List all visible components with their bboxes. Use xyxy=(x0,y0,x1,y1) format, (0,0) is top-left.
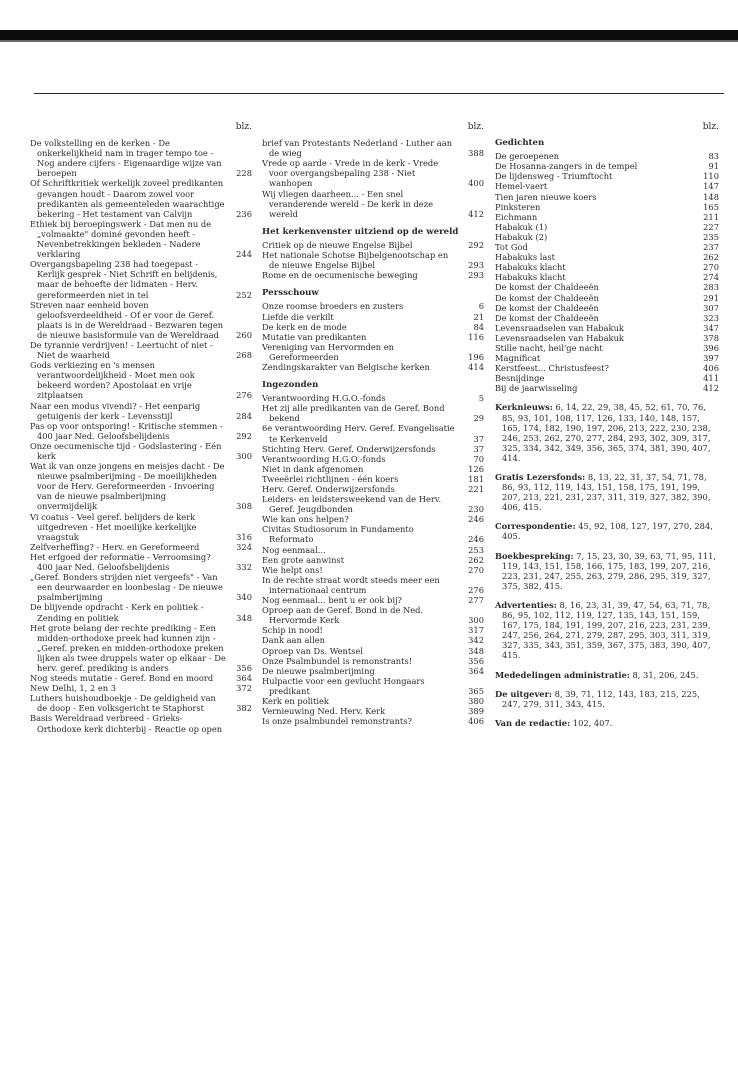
entry-title: Het grote belang der rechte prediking - Een midden-orthodoxe preek had kunnen zijn - „Geref. preken en midden-orthodoxe preken lijken als twee druppels water op elkaar - De herv. geref. prediking is anders xyxy=(30,622,226,673)
index-entry xyxy=(495,272,719,282)
index-entry xyxy=(262,595,484,605)
entry-title: „Geref. Bonders strijden niet vergeefs" - Van een deurwaarder en loonbeslag - De nieuwe psalmberijming xyxy=(30,572,223,603)
entry-page-number: 196 xyxy=(468,351,484,362)
entry-title: De nieuwe psalmberijming xyxy=(262,665,375,676)
index-entry xyxy=(262,158,484,188)
entry-title: Verantwoording H.G.O.-fonds xyxy=(262,453,386,464)
entry-page-number: 270 xyxy=(703,262,719,273)
index-entry xyxy=(495,192,719,202)
entry-page-number: 6 xyxy=(478,301,484,312)
entry-page-number: 246 xyxy=(468,514,484,525)
entry-title: Magnificat xyxy=(495,353,541,364)
entry-title: Streven naar eenheid boven geloofsverdeeldheid - Of er voor de Geref. plaats is in de Wereldraad - Bezwaren tegen de nieuwe basisformule van de Wereldraad xyxy=(30,299,224,340)
paragraph-pages: 102, 407. xyxy=(570,717,613,728)
index-entry xyxy=(262,575,484,595)
entry-page-number: 348 xyxy=(236,612,252,623)
paragraph-pages: 45, 92, 108, 127, 197, 270, 284, 405. xyxy=(502,521,713,542)
entry-page-number: 110 xyxy=(703,171,719,182)
index-entry xyxy=(30,572,252,602)
entry-page-number: 244 xyxy=(236,249,252,260)
entry-page-number: 389 xyxy=(468,706,484,717)
entry-title: Zelfverheffing? - Herv. en Gereformeerd xyxy=(30,541,200,552)
entry-title: Het nationale Schotse Bijbelgenootschap en de nieuwe Engelse Bijbel xyxy=(262,250,449,271)
entry-title: De komst der Chaldeeën xyxy=(495,292,599,303)
paragraph-pages: 6, 14, 22, 29, 38, 45, 52, 61, 70, 76, 85, 93, 101, 108, 117, 126, 133, 140, 148, 157, 165, 174, 182, 190, 197, 206, 213, 222, 230, 238, 246, 253, 262, 270, 277, 284, 293, 302, 309, 317, 325, 334, 342, 349, 356, 365, 374, 381, 390, 407, 414. xyxy=(502,402,711,463)
entry-title: De komst der Chaldeeën xyxy=(495,302,599,313)
index-entry xyxy=(495,293,719,303)
entry-page-number: 300 xyxy=(236,451,252,461)
entry-title: Nog eenmaal... bent u er ook bij? xyxy=(262,595,403,606)
entry-title: Kerk en politiek xyxy=(262,695,329,706)
entry-page-number: 364 xyxy=(468,665,484,676)
index-entry xyxy=(30,340,252,360)
index-entry xyxy=(495,313,719,323)
entry-page-number: 252 xyxy=(236,289,252,300)
entry-title: Niet in dank afgenomen xyxy=(262,463,364,474)
entry-title: Is onze psalmbundel remonstrants? xyxy=(262,716,412,727)
entry-title: New Delhi, 1, 2 en 3 xyxy=(30,683,117,694)
entry-page-number: 37 xyxy=(473,433,484,444)
entry-page-number: 400 xyxy=(468,178,484,189)
page-column-header: blz. xyxy=(467,122,484,132)
top-scan-bar xyxy=(0,30,738,40)
entry-title: brief van Protestants Nederland - Luther aan de wieg xyxy=(262,138,453,159)
entry-title: Tien jaren nieuwe koers xyxy=(495,191,597,202)
entry-title: Het erfgoed der reformatie - Verroomsing? 400 jaar Ned. Geloofsbelijdenis xyxy=(30,551,211,573)
entry-page-number: 414 xyxy=(468,361,484,372)
index-entry xyxy=(30,138,252,178)
index-entry xyxy=(262,494,484,514)
entry-page-number: 382 xyxy=(236,703,252,714)
entry-page-number: 37 xyxy=(473,443,484,454)
reference-paragraph xyxy=(495,472,719,512)
entry-page-number: 380 xyxy=(468,695,484,706)
entry-page-number: 260 xyxy=(236,329,252,340)
index-entry xyxy=(495,303,719,313)
entry-title: Pas op voor ontsporing! - Kritische stemmen - 400 jaar Ned. Geloofsbelijdenis xyxy=(30,420,223,441)
entry-page-number: 29 xyxy=(473,413,484,424)
entry-title: Habakuk (2) xyxy=(495,231,548,242)
index-entry xyxy=(262,716,484,726)
entry-title: Hulpactie voor een gevlucht Hongaars predikant xyxy=(262,675,425,696)
paragraph-label: Kerknieuws: xyxy=(495,402,553,413)
entry-page-number: 293 xyxy=(468,260,484,271)
index-entry xyxy=(262,322,484,332)
reference-paragraph xyxy=(495,402,719,463)
reference-paragraph xyxy=(495,670,719,680)
index-entry xyxy=(30,673,252,683)
entry-page-number: 291 xyxy=(703,292,719,303)
index-entry xyxy=(262,423,484,443)
entry-title: De geroepenen xyxy=(495,151,560,162)
entry-title: Dank aan allen xyxy=(262,635,325,646)
index-entry xyxy=(495,151,719,161)
index-entry xyxy=(30,693,252,713)
index-entry xyxy=(262,250,484,270)
index-entry xyxy=(495,353,719,363)
entry-title: Stille nacht, heil'ge nacht xyxy=(495,342,603,353)
entry-page-number: 126 xyxy=(468,463,484,474)
index-entry xyxy=(495,262,719,272)
index-entry xyxy=(262,656,484,666)
entry-page-number: 84 xyxy=(473,321,484,332)
index-entry xyxy=(262,332,484,342)
index-entry xyxy=(30,421,252,441)
entry-title: Naar een modus vivendi? - Het eenparig getuigenis der kerk - Levensstijl xyxy=(30,400,201,421)
index-entry xyxy=(262,696,484,706)
reference-paragraph xyxy=(495,521,719,541)
index-entry xyxy=(262,524,484,544)
paragraph-label: Boekbespreking: xyxy=(495,550,574,561)
entry-page-number: 323 xyxy=(703,312,719,323)
entry-page-number: 246 xyxy=(468,534,484,545)
entry-page-number: 262 xyxy=(703,252,719,263)
section-heading: Persschouw xyxy=(262,288,319,299)
entry-page-number: 317 xyxy=(468,625,484,636)
entry-page-number: 284 xyxy=(236,410,252,421)
index-entry xyxy=(495,333,719,343)
entry-title: De komst der Chaldeeën xyxy=(495,312,599,323)
index-entry xyxy=(30,300,252,340)
reference-paragraphs xyxy=(495,402,719,727)
index-entry xyxy=(30,259,252,299)
entry-title: De volkstelling en de kerken - De onkerkelijkheid nam in trager tempo toe - Nog andere cijfers - Eigenaardige wijze van beroepen xyxy=(30,138,222,179)
entry-page-number: 21 xyxy=(473,311,484,322)
entry-page-number: 70 xyxy=(473,453,484,464)
index-entry xyxy=(262,484,484,494)
entry-title: Overgangsbapeling 238 had toegepast - Kerlijk gesprek - Niet Schrift en belijdenis, maar de behoefte der lidmaten - Herv. gereformeerden niet in tel xyxy=(30,259,218,300)
entry-page-number: 332 xyxy=(236,562,252,573)
index-entry xyxy=(262,138,484,158)
index-entry xyxy=(495,161,719,171)
index-entry xyxy=(495,373,719,383)
entry-page-number: 221 xyxy=(468,484,484,494)
entry-page-number: 227 xyxy=(703,221,719,232)
index-column-3 xyxy=(495,122,719,728)
index-entry xyxy=(30,441,252,461)
entry-title: Critiek op de nieuwe Engelse Bijbel xyxy=(262,239,413,250)
entry-page-number: 276 xyxy=(236,390,252,401)
index-entry xyxy=(30,623,252,673)
index-entry xyxy=(262,474,484,484)
index-entry xyxy=(262,646,484,656)
index-entry xyxy=(495,323,719,333)
index-entry xyxy=(30,542,252,552)
index-entry xyxy=(495,252,719,262)
entry-page-number: 324 xyxy=(236,541,252,552)
entry-title: Ethiek bij beroepingswerk - Dat men nu de „volmaakte" dominé gevonden heeft - Nevenbetrekkingen bekleden - Nadere verklaring xyxy=(30,218,212,260)
entry-title: Besnijdinge xyxy=(495,373,545,384)
entry-title: Schip in nood! xyxy=(262,625,323,636)
entry-title: Habakuk (1) xyxy=(495,221,548,232)
index-entry xyxy=(30,552,252,572)
index-entry xyxy=(30,713,252,733)
entry-title: Nog steeds mutatie - Geref. Bond en moord xyxy=(30,673,214,684)
section-heading: Het kerkenvenster uitziend op de wereld xyxy=(262,226,459,237)
index-entry xyxy=(262,635,484,645)
entry-title: De kerk en de mode xyxy=(262,321,347,332)
entry-title: De Hosanna-zangers in de tempel xyxy=(495,161,638,172)
index-entry xyxy=(262,666,484,676)
index-entry xyxy=(495,232,719,242)
entry-page-number: 316 xyxy=(236,531,252,542)
reference-paragraph xyxy=(495,689,719,709)
entry-title: Gods verkiezing en 's mensen verantwoordelijkheid - Moet men ook bekeerd worden? Apostolaat en vrije zitplaatsen xyxy=(30,360,195,401)
section-heading-gedichten: Gedichten xyxy=(495,138,545,149)
index-entry xyxy=(262,464,484,474)
entry-page-number: 412 xyxy=(703,383,719,394)
index-entry xyxy=(262,555,484,565)
entry-page-number: 268 xyxy=(236,350,252,361)
entry-page-number: 292 xyxy=(468,239,484,250)
entry-title: Zendingskarakter van Belgische kerken xyxy=(262,361,430,372)
section-heading: Ingezonden xyxy=(262,380,319,391)
paragraph-pages: 8, 16, 23, 31, 39, 47, 54, 63, 71, 78, 86, 95, 102, 112, 119, 127, 135, 143, 151, 159, 167, 175, 184, 191, 199, 207, 216, 223, 231, 239, 247, 256, 264, 271, 279, 287, 295, 303, 311, 319, 327, 335, 343, 351, 359, 367, 375, 383, 390, 407, 415. xyxy=(502,599,711,661)
entry-page-number: 235 xyxy=(703,231,719,242)
entry-page-number: 116 xyxy=(468,331,484,342)
paragraph-label: Van de redactie: xyxy=(495,717,571,728)
entry-page-number: 253 xyxy=(468,544,484,555)
entry-page-number: 300 xyxy=(468,615,484,626)
entry-title: De blijvende opdracht - Kerk en politiek - Zending en politiek xyxy=(30,602,204,623)
entry-title: Rome en de oecumenische beweging xyxy=(262,270,418,281)
entry-title: Leiders- en leidstersweekend van de Herv. Geref. Jeugdbonden xyxy=(262,494,442,515)
index-entry xyxy=(495,181,719,191)
index-entry xyxy=(495,171,719,181)
entry-list xyxy=(30,138,252,734)
entry-title: Bij de jaarwisseling xyxy=(495,383,578,394)
index-entry xyxy=(262,301,484,311)
entry-title: Wie kan ons helpen? xyxy=(262,514,349,525)
entry-page-number: 277 xyxy=(468,595,484,606)
entry-title: De komst der Chaldeeën xyxy=(495,282,599,293)
entry-title: Nog eenmaal... xyxy=(262,544,326,555)
index-entry xyxy=(262,444,484,454)
paragraph-pages: 8, 31, 206, 245. xyxy=(629,669,699,680)
paragraph-label: Correspondentie: xyxy=(495,521,576,532)
entry-page-number: 236 xyxy=(236,208,252,219)
entry-page-number: 347 xyxy=(703,322,719,333)
entry-title: Een grote aanwinst xyxy=(262,554,345,565)
entry-title: Tot God xyxy=(495,242,528,253)
index-entry xyxy=(262,393,484,403)
entry-title: Mutatie van predikanten xyxy=(262,331,367,342)
index-entry xyxy=(495,242,719,252)
entry-title: Vereniging van Hervormden en Gereformeerden xyxy=(262,341,394,362)
index-entry xyxy=(262,545,484,555)
entry-page-number: 372 xyxy=(236,683,252,694)
paragraph-label: Advertenties: xyxy=(495,599,557,610)
entry-page-number: 165 xyxy=(703,201,719,212)
entry-page-number: 397 xyxy=(703,353,719,364)
entry-page-number: 293 xyxy=(468,270,484,281)
index-entry xyxy=(495,383,719,393)
entry-title: Habakuks last xyxy=(495,252,555,263)
entry-page-number: 348 xyxy=(468,645,484,656)
index-entry xyxy=(262,514,484,524)
entry-page-number: 378 xyxy=(703,332,719,343)
entry-page-number: 5 xyxy=(478,393,484,404)
entry-title: De tyrannie verdrijven! - Leertucht of niet - Niet de waarheid xyxy=(30,339,213,361)
index-entry xyxy=(495,202,719,212)
entry-page-number: 365 xyxy=(468,685,484,696)
entry-title: Oproep aan de Geref. Bond in de Ned. Hervormde Kerk xyxy=(262,605,424,626)
entry-title: Wij vliegen daarheen... - Een snel veranderende wereld - De kerk in deze wereld xyxy=(262,188,433,219)
index-entry xyxy=(262,270,484,280)
entry-title: Liefde die verkilt xyxy=(262,311,334,322)
index-entry xyxy=(262,362,484,372)
index-entry xyxy=(495,363,719,373)
index-entry xyxy=(262,706,484,716)
entry-title: Wat ik van onze jongens en meisjes dacht - De nieuwe psalmberijming - De moeilijkheden voor de Herv. Gereformeerden - Invoering van de nieuwe psalmberijming onvermijdelijk xyxy=(30,461,225,512)
entry-title: Hemel-vaert xyxy=(495,181,548,192)
entry-title: Tweeërlei richtlijnen - één koers xyxy=(262,473,399,484)
entry-title: Levensraadselen van Habakuk xyxy=(495,332,624,343)
entry-page-number: 228 xyxy=(236,168,252,179)
entry-page-number: 308 xyxy=(236,501,252,512)
index-entry xyxy=(30,602,252,622)
entry-page-number: 147 xyxy=(703,181,719,192)
entry-title: Verantwoording H.G.O.-fonds xyxy=(262,393,386,404)
entry-page-number: 274 xyxy=(703,272,719,283)
entry-page-number: 83 xyxy=(708,151,719,162)
entry-page-number: 340 xyxy=(236,592,252,603)
reference-paragraph xyxy=(495,718,719,728)
entry-title: Luthers huishoudboekje - De geldigheid van de doop - Een volksgericht te Staphorst xyxy=(30,693,216,714)
entry-page-number: 283 xyxy=(703,282,719,293)
index-entry xyxy=(262,312,484,322)
entry-page-number: 388 xyxy=(468,148,484,159)
entry-page-number: 406 xyxy=(468,716,484,727)
entry-title: Basis Wereldraad verbreed - Grieks-Orthodoxe kerk dichterbij - Reactie op open xyxy=(30,713,223,734)
entry-title: Vi coatus - Veel geref. belijders de kerk uitgedreven - Het moeilijke kerkelijke vraagstuk xyxy=(30,511,197,542)
paragraph-label: Mededelingen administratie: xyxy=(495,669,630,680)
header-rule xyxy=(34,93,724,94)
entry-title: Levensraadselen van Habakuk xyxy=(495,322,624,333)
paragraph-pages: 7, 15, 23, 30, 39, 63, 71, 95, 111, 119, 143, 151, 158, 166, 175, 183, 199, 207, 216, 223, 231, 247, 255, 263, 279, 286, 295, 319, 327, 375, 382, 415. xyxy=(502,550,717,591)
page-column-header: blz. xyxy=(235,122,252,132)
paragraph-label: De uitgever: xyxy=(495,688,552,699)
entry-title: Eichmann xyxy=(495,211,538,222)
entry-page-number: 276 xyxy=(468,584,484,595)
entry-title: Civitas Studiosorum in Fundamento Reformato xyxy=(262,524,414,545)
entry-title: Onze Psalmbundel is remonstrants! xyxy=(262,655,413,666)
index-entry xyxy=(495,282,719,292)
entry-list xyxy=(495,151,719,393)
entry-title: In de rechte straat wordt steeds meer een internationaal centrum xyxy=(262,574,440,595)
entry-page-number: 342 xyxy=(468,635,484,646)
entry-page-number: 262 xyxy=(468,554,484,565)
index-entry xyxy=(262,342,484,362)
index-entry xyxy=(30,401,252,421)
entry-list xyxy=(262,138,484,219)
entry-page-number: 230 xyxy=(468,504,484,515)
entry-title: De lijdensweg - Triumftocht xyxy=(495,171,613,182)
entry-page-number: 237 xyxy=(703,242,719,253)
paragraph-pages: 8, 39, 71, 112, 143, 183, 215, 225, 247, 279, 311, 343, 415. xyxy=(502,688,700,709)
index-column-2 xyxy=(262,122,484,726)
index-entry xyxy=(262,676,484,696)
entry-page-number: 292 xyxy=(236,430,252,441)
entry-title: Habakuks klacht xyxy=(495,272,566,283)
index-entry xyxy=(262,605,484,625)
index-entry xyxy=(262,189,484,219)
paragraph-pages: 8, 13, 22, 31, 37, 54, 71, 78, 86, 93, 112, 119, 143, 151, 158, 175, 191, 199, 207, 213, 221, 231, 237, 311, 319, 327, 382, 390, 406, 415. xyxy=(502,472,711,513)
index-entry xyxy=(30,360,252,400)
entry-title: Onze oecumenische tijd - Godslastering - Eén kerk xyxy=(30,440,222,461)
top-scan-bar-shadow xyxy=(0,40,738,42)
index-entry xyxy=(30,512,252,542)
entry-title: Oproep van Ds. Wentsel xyxy=(262,645,363,656)
entry-title: Onze roomse broeders en zusters xyxy=(262,301,404,312)
index-entry xyxy=(495,222,719,232)
index-entry xyxy=(262,565,484,575)
entry-page-number: 148 xyxy=(703,191,719,202)
entry-title: Herv. Geref. Onderwijzersfonds xyxy=(262,484,395,494)
index-entry xyxy=(262,240,484,250)
entry-title: Of Schriftkritiek werkelijk zoveel predikanten gevangen houdt - Daarom zowel voor predikanten als gemeenteleden waarachtige bekering - Het testament van Calvijn xyxy=(30,178,225,219)
entry-page-number: 270 xyxy=(468,564,484,575)
entry-page-number: 412 xyxy=(468,208,484,219)
index-entry xyxy=(262,454,484,464)
entry-page-number: 307 xyxy=(703,302,719,313)
reference-paragraph xyxy=(495,551,719,591)
entry-page-number: 396 xyxy=(703,342,719,353)
index-entry xyxy=(30,683,252,693)
entry-title: Stichting Herv. Geref. Onderwijzersfonds xyxy=(262,443,436,454)
entry-page-number: 406 xyxy=(703,363,719,374)
entry-page-number: 91 xyxy=(708,161,719,172)
index-column-1 xyxy=(30,122,252,734)
index-entry xyxy=(30,219,252,259)
entry-page-number: 411 xyxy=(703,373,719,384)
index-entry xyxy=(495,343,719,353)
entry-title: 6e verantwoording Herv. Geref. Evangelisatie te Kerkenveld xyxy=(262,423,455,444)
index-entry xyxy=(262,403,484,423)
entry-page-number: 181 xyxy=(468,473,484,484)
index-entry xyxy=(30,461,252,511)
entry-page-number: 364 xyxy=(236,673,252,684)
entry-title: Pinksteren xyxy=(495,201,541,212)
index-entry xyxy=(262,625,484,635)
entry-title: Het zij alle predikanten van de Geref. Bond bekend xyxy=(262,403,445,424)
index-entry xyxy=(30,178,252,218)
reference-paragraph xyxy=(495,600,719,661)
entry-title: Wie helpt ons! xyxy=(262,564,323,575)
entry-title: Habakuks klacht xyxy=(495,262,566,273)
entry-title: Vernieuwing Ned. Herv. Kerk xyxy=(262,706,386,717)
entry-page-number: 211 xyxy=(703,211,719,222)
sections xyxy=(262,227,484,726)
entry-title: Vrede op aarde - Vrede in de kerk - Vrede voor overgangsbepaling 238 - Niet wanhopen xyxy=(262,158,439,189)
entry-title: Kerstfeest... Christusfeest? xyxy=(495,363,609,374)
paragraph-label: Gratis Lezersfonds: xyxy=(495,472,586,482)
entry-page-number: 356 xyxy=(236,662,252,673)
entry-page-number: 356 xyxy=(468,655,484,666)
index-entry xyxy=(495,212,719,222)
page-column-header: blz. xyxy=(702,122,719,132)
